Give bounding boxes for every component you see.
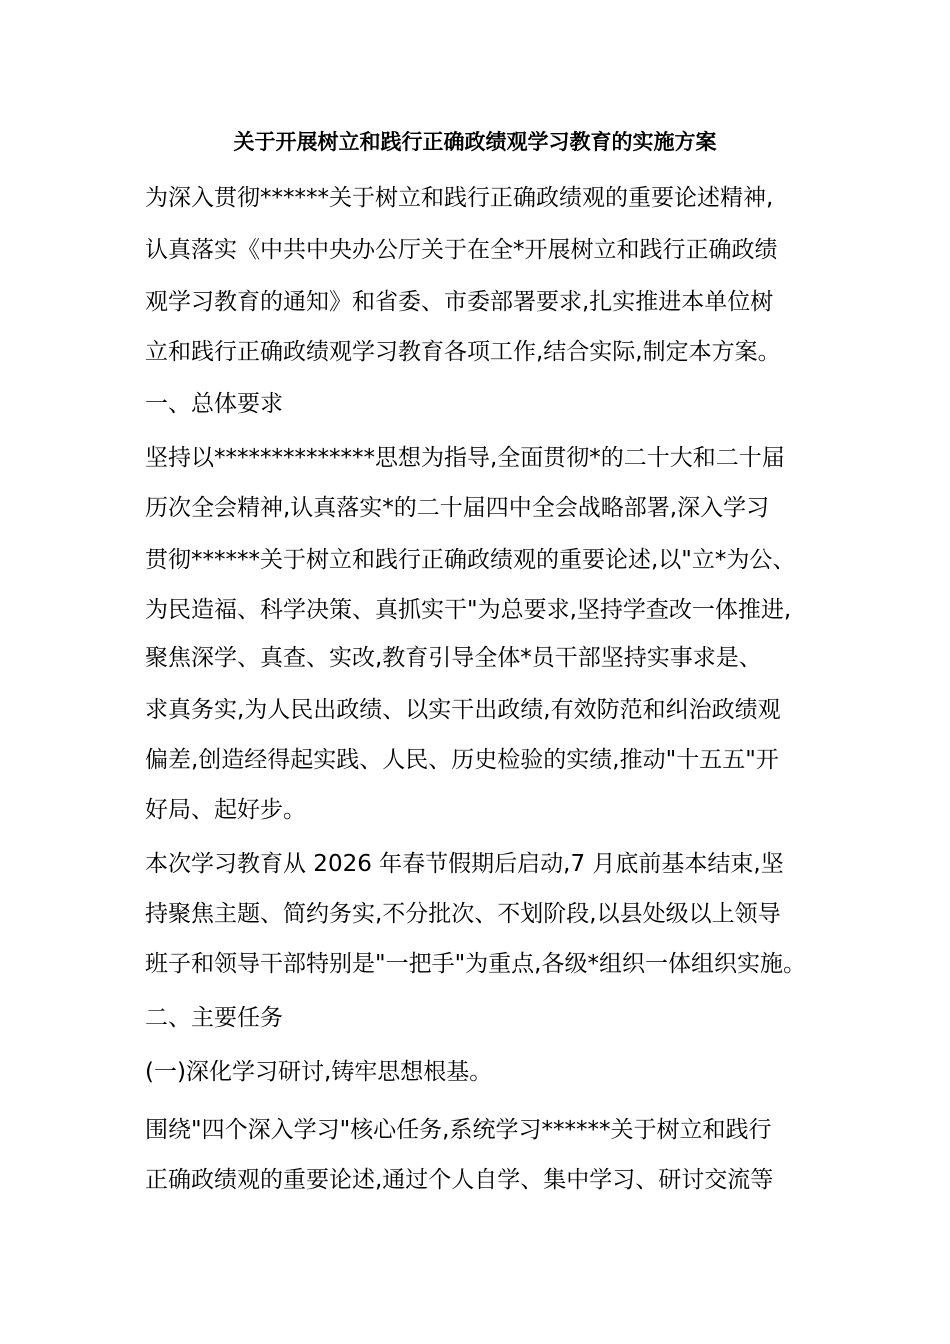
paragraph-line: 立和践行正确政绩观学习教育各项工作,结合实际,制定本方案。: [145, 339, 781, 365]
subsection-heading: (一)深化学习研讨,铸牢思想根基。: [145, 1059, 493, 1085]
paragraph-line: 围绕"四个深入学习"核心任务,系统学习******关于树立和践行: [145, 1117, 772, 1143]
paragraph-line: 班子和领导干部特别是"一把手"为重点,各级*组织一体组织实施。: [145, 951, 806, 977]
paragraph-line: 持聚焦主题、简约务实,不分批次、不划阶段,以县处级以上领导: [145, 901, 781, 927]
section-heading: 一、总体要求: [145, 391, 283, 417]
paragraph-line: 认真落实《中共中央办公厅关于在全*开展树立和践行正确政绩: [145, 237, 778, 263]
paragraph-line: 好局、起好步。: [145, 797, 306, 823]
document-title: 关于开展树立和践行正确政绩观学习教育的实施方案: [233, 130, 717, 154]
paragraph-line: 贯彻******关于树立和践行正确政绩观的重要论述,以"立*为公、: [145, 547, 796, 573]
paragraph-line: 求真务实,为人民出政绩、以实干出政绩,有效防范和纠治政绩观: [145, 697, 781, 723]
paragraph-line: 聚焦深学、真查、实改,教育引导全体*员干部坚持实事求是、: [145, 645, 762, 671]
paragraph-line: 为民造福、科学决策、真抓实干"为总要求,坚持学查改一体推进,: [145, 597, 792, 623]
paragraph-line: 偏差,创造经得起实践、人民、历史检验的实绩,推动"十五五"开: [145, 747, 779, 773]
paragraph-line: 为深入贯彻******关于树立和践行正确政绩观的重要论述精神,: [145, 185, 774, 211]
paragraph-line: 正确政绩观的重要论述,通过个人自学、集中学习、研讨交流等: [145, 1167, 774, 1193]
paragraph-line: 历次全会精神,认真落实*的二十届四中全会战略部署,深入学习: [145, 495, 770, 521]
section-heading: 二、主要任务: [145, 1005, 283, 1031]
paragraph-line: 坚持以**************思想为指导,全面贯彻*的二十大和二十届: [145, 445, 785, 471]
paragraph-line: 本次学习教育从 2026 年春节假期后启动,7 月底前基本结束,坚: [145, 851, 784, 877]
paragraph-line: 观学习教育的通知》和省委、市委部署要求,扎实推进本单位树: [145, 289, 774, 315]
